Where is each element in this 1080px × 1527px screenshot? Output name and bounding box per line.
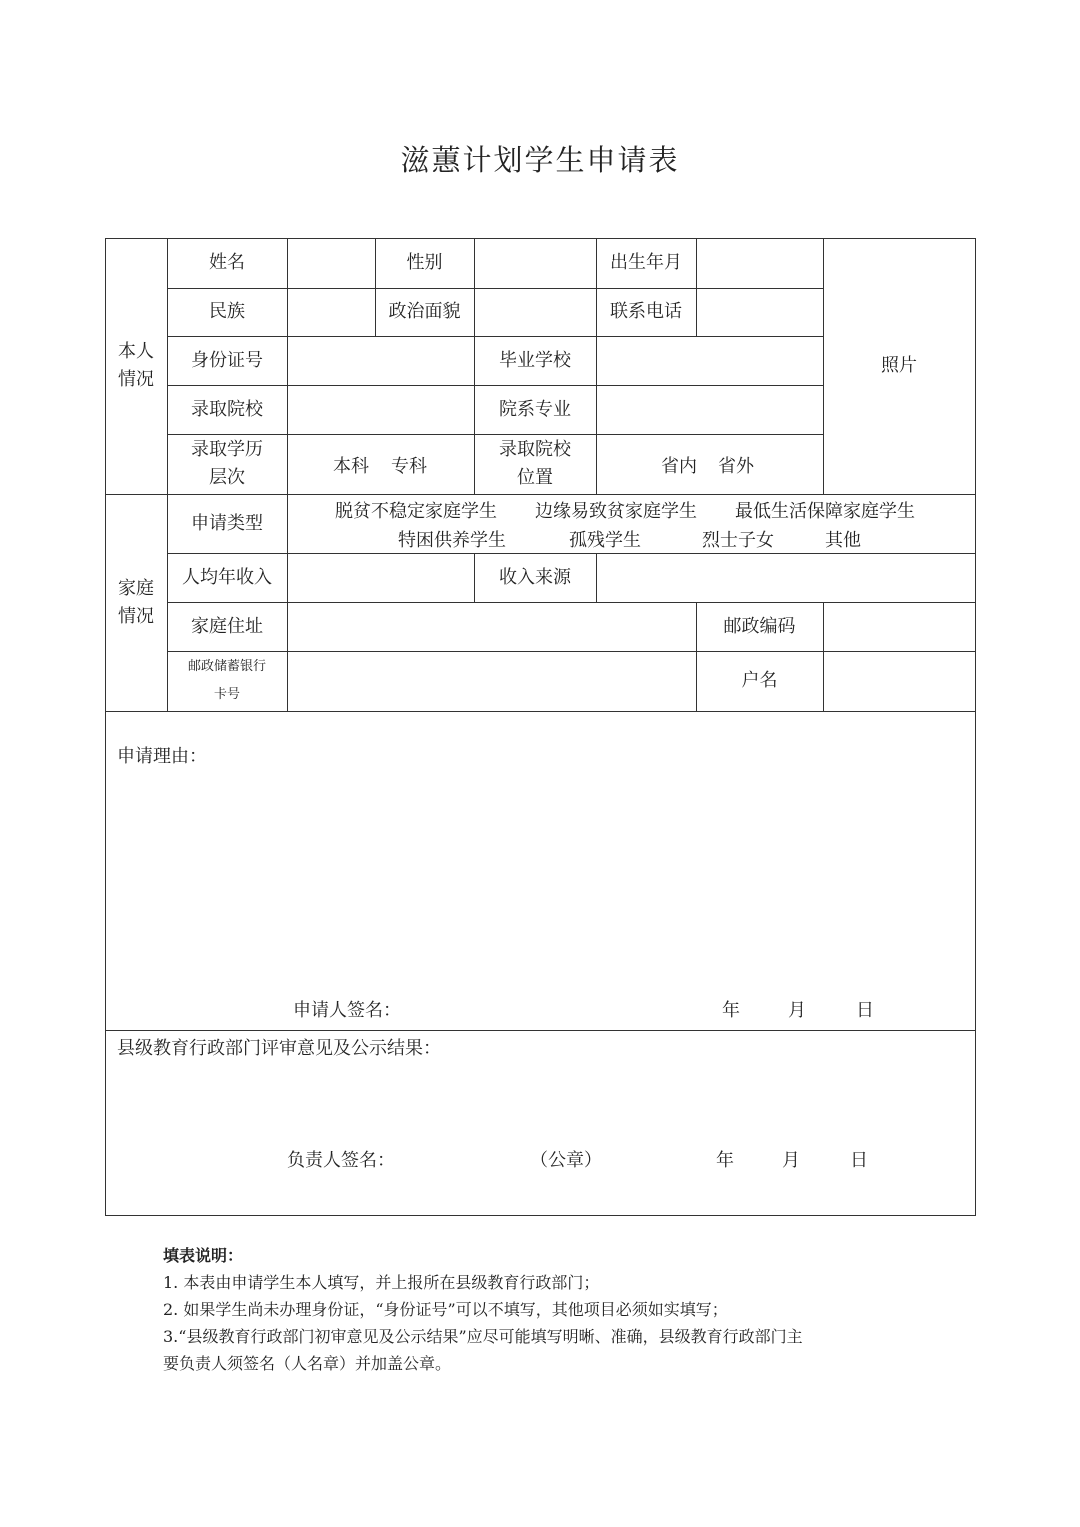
option-out-province[interactable]: 省外 <box>718 456 754 477</box>
responsible-sign-label: 负责人签名： <box>287 1150 395 1171</box>
label-gender: 性别 <box>406 252 443 273</box>
notes-item: 1. 本表由申请学生本人填写，并上报所在县级教育行政部门； <box>163 1273 600 1292</box>
input-income-source[interactable] <box>596 553 975 602</box>
input-address[interactable] <box>287 602 696 651</box>
option-apply-type-2[interactable]: 边缘易致贫家庭学生 <box>535 501 697 522</box>
option-college[interactable]: 专科 <box>391 456 427 477</box>
label-grad-school: 毕业学校 <box>499 349 571 371</box>
photo-box[interactable]: 照片 <box>881 355 917 376</box>
label-admitted-school: 录取院校 <box>191 398 263 420</box>
notes-item: 要负责人须签名（人名章）并加盖公章。 <box>163 1354 452 1373</box>
reason-year: 年 <box>722 1000 740 1021</box>
label-id-number: 身份证号 <box>191 349 263 371</box>
label-department: 院系专业 <box>499 398 571 420</box>
label-apply-type: 申请类型 <box>191 512 263 534</box>
input-income[interactable] <box>287 553 474 602</box>
section-personal: 本人 情况 <box>118 341 154 390</box>
notes-item: 3.“县级教育行政部门初审意见及公示结果”应尽可能填写明晰、准确，县级教育行政部门主 <box>163 1327 803 1346</box>
label-income: 人均年收入 <box>182 566 272 588</box>
review-year: 年 <box>716 1150 734 1171</box>
input-department[interactable] <box>596 385 823 434</box>
option-apply-type-3[interactable]: 最低生活保障家庭学生 <box>735 501 915 522</box>
review-label: 县级教育行政部门评审意见及公示结果： <box>117 1038 441 1059</box>
label-income-source: 收入来源 <box>499 566 571 588</box>
label-political: 政治面貌 <box>388 301 461 322</box>
filling-instructions <box>163 1242 963 1377</box>
label-ethnicity: 民族 <box>209 301 245 322</box>
option-undergrad[interactable]: 本科 <box>333 456 369 477</box>
input-id-number[interactable] <box>287 336 474 385</box>
input-ethnicity[interactable] <box>287 288 375 336</box>
reason-textarea[interactable] <box>115 773 965 988</box>
reason-day: 日 <box>856 1000 874 1021</box>
label-postcode: 邮政编码 <box>723 615 796 637</box>
label-bank-card: 邮政储蓄银行 卡号 <box>187 659 266 702</box>
review-month: 月 <box>782 1150 800 1171</box>
applicant-sign-label: 申请人签名： <box>293 1000 401 1021</box>
label-name: 姓名 <box>209 252 245 273</box>
option-apply-type-6[interactable]: 烈士子女 <box>702 530 774 551</box>
input-gender[interactable] <box>474 238 596 288</box>
input-bank-card[interactable] <box>287 651 696 711</box>
label-phone: 联系电话 <box>610 301 682 322</box>
page-title: 滋蕙计划学生申请表 <box>400 143 680 177</box>
option-apply-type-1[interactable]: 脱贫不稳定家庭学生 <box>335 501 497 522</box>
input-account-name[interactable] <box>823 651 975 711</box>
official-seal: （公章） <box>530 1150 602 1171</box>
review-textarea[interactable] <box>115 1064 965 1144</box>
input-postcode[interactable] <box>823 602 975 651</box>
option-apply-type-7[interactable]: 其他 <box>825 530 861 551</box>
application-form <box>105 238 976 1216</box>
label-degree-level: 录取学历 层次 <box>191 439 263 488</box>
review-day: 日 <box>850 1150 868 1171</box>
option-apply-type-4[interactable]: 特困供养学生 <box>398 530 506 551</box>
label-school-location: 录取院校 位置 <box>499 439 571 488</box>
input-grad-school[interactable] <box>596 336 823 385</box>
label-account-name: 户名 <box>741 670 778 691</box>
reason-label: 申请理由： <box>117 746 207 767</box>
input-birth[interactable] <box>696 238 823 288</box>
option-in-province[interactable]: 省内 <box>661 456 697 477</box>
label-birth: 出生年月 <box>610 252 682 273</box>
option-apply-type-5[interactable]: 孤残学生 <box>569 530 641 551</box>
input-political[interactable] <box>474 288 596 336</box>
notes-item: 2. 如果学生尚未办理身份证，“身份证号”可以不填写，其他项目必须如实填写； <box>163 1300 728 1319</box>
input-admitted-school[interactable] <box>287 385 474 434</box>
input-name[interactable] <box>287 238 375 288</box>
notes-title: 填表说明： <box>163 1246 244 1265</box>
section-family: 家庭 情况 <box>118 577 154 627</box>
input-phone[interactable] <box>696 288 823 336</box>
label-address: 家庭住址 <box>191 615 263 637</box>
reason-month: 月 <box>788 1000 806 1021</box>
